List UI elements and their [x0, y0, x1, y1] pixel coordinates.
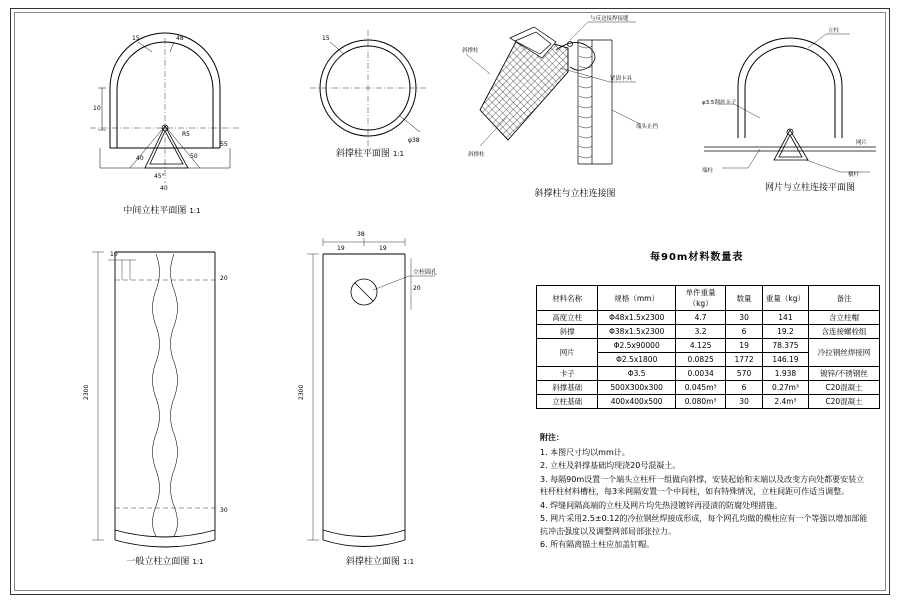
cell-unit: 4.7 [675, 311, 725, 325]
cell-spec: 500X300x300 [598, 381, 676, 395]
th-spec: 规格（mm） [598, 286, 676, 311]
table-row [537, 325, 880, 339]
svg-text:10: 10 [93, 105, 101, 112]
cell-weight: 2.4m³ [762, 395, 808, 409]
cell-spec: Φ3.5 [598, 367, 676, 381]
cell-spec: Φ48x1.5x2300 [598, 311, 676, 325]
notes-heading: 附注： [540, 433, 564, 442]
cell-unit: 0.080m³ [675, 395, 725, 409]
svg-text:40: 40 [160, 185, 168, 192]
cell-qty: 19 [726, 339, 763, 353]
cell-group-label: 网片 [537, 339, 598, 367]
svg-text:45°: 45° [154, 173, 165, 180]
cell-name: 斜撑 [537, 325, 598, 339]
svg-text:20: 20 [220, 275, 228, 282]
view-mesh-post-connection [700, 20, 880, 185]
svg-text:2300: 2300 [298, 384, 305, 400]
cell-weight: 1.938 [762, 367, 808, 381]
svg-text:2300: 2300 [83, 384, 90, 400]
view-brace-post-elevation [285, 230, 455, 560]
svg-text:φ38: φ38 [408, 137, 420, 144]
svg-text:立柱圆孔: 立柱圆孔 [413, 269, 438, 276]
svg-text:55: 55 [220, 141, 228, 148]
material-table [536, 285, 880, 409]
caption-brace-post-plan: 斜撑柱平面图 1:1 [335, 149, 405, 159]
view-brace-post-plan [300, 20, 440, 150]
cell-qty: 6 [726, 381, 763, 395]
notes-block [540, 432, 870, 553]
caption-brace-post-connection: 斜撑柱与立柱连接图 [534, 189, 616, 199]
cell-spec: Φ2.5x90000 [598, 339, 676, 353]
cell-note: C20混凝土 [809, 381, 880, 395]
svg-text:15: 15 [322, 35, 330, 42]
cell-name: 斜撑基础 [537, 381, 598, 395]
cell-qty: 570 [726, 367, 763, 381]
th-weight: 重量（kg） [762, 286, 808, 311]
th-unit-weight: 单件重量（kg） [675, 286, 725, 311]
svg-text:30: 30 [220, 507, 228, 514]
svg-text:50: 50 [190, 153, 198, 160]
note-item: 6. 所有隔离锚土柱应加盖钉帽。 [540, 540, 655, 549]
cell-unit: 3.2 [675, 325, 725, 339]
table-row [537, 381, 880, 395]
view-center-post-plan [70, 18, 260, 203]
svg-text:48: 48 [176, 35, 184, 42]
svg-text:φ3.5钢丝卡子: φ3.5钢丝卡子 [702, 100, 737, 106]
cell-note: 含连接螺栓组 [809, 325, 880, 339]
svg-text:立柱: 立柱 [828, 28, 840, 34]
svg-text:端头止挡: 端头止挡 [636, 124, 659, 130]
svg-text:19: 19 [337, 245, 345, 252]
svg-text:与反边接焊接缝: 与反边接焊接缝 [590, 16, 629, 22]
cell-note: C20混凝土 [809, 395, 880, 409]
table-row [537, 395, 880, 409]
cell-qty: 1772 [726, 353, 763, 367]
view-general-post-elevation [70, 240, 260, 560]
cell-name: 高度立柱 [537, 311, 598, 325]
note-item: 1. 本图尺寸均以mm计。 [540, 447, 630, 457]
cell-qty: 30 [726, 311, 763, 325]
table-row [537, 367, 880, 381]
caption-general-post-elevation: 一般立柱立面图 1:1 [126, 557, 204, 567]
cell-unit: 0.0034 [675, 367, 725, 381]
svg-text:斜撑柱: 斜撑柱 [468, 152, 485, 158]
cell-spec: Φ2.5x1800 [598, 353, 676, 367]
material-table-title: 每90m材料数量表 [650, 252, 744, 263]
table-row [537, 311, 880, 325]
svg-text:10: 10 [110, 251, 118, 258]
cell-note: 含立柱帽 [809, 311, 880, 325]
caption-brace-post-elevation: 斜撑柱立面图 1:1 [345, 557, 415, 567]
note-item: 5. 网片采用2.5±0.12的冷拉钢丝焊接成形成，每个网孔均做的模柱应有一个等强以增加部能抗冲击强度以及调整网部局部张拉力。 [540, 514, 868, 536]
cell-weight: 146.19 [762, 353, 808, 367]
cell-qty: 6 [726, 325, 763, 339]
svg-text:R5: R5 [182, 131, 190, 138]
table-row [537, 339, 880, 353]
svg-text:端柱: 端柱 [702, 168, 714, 174]
svg-text:38: 38 [357, 231, 365, 238]
table-header-row [537, 286, 880, 311]
note-item: 3. 每隔90m设置一个端头立柱杆一组做向斜撑，安装起始和末端以及改变方向处都要安装立柱杆柱材料槽柱，每3米网隔安置一个中间柱，如有特殊情况，立柱间距可作适当调整。 [540, 474, 865, 496]
view-brace-post-connection [460, 14, 690, 189]
cell-weight: 141 [762, 311, 808, 325]
caption-mesh-post-connection: 网片与立柱连接平面图 [764, 183, 855, 193]
cell-note: 冷拉钢丝焊接网 [809, 339, 880, 367]
svg-text:网片: 网片 [856, 140, 868, 146]
th-name: 材料名称 [537, 286, 598, 311]
caption-center-post-plan: 中间立柱平面图 1:1 [123, 206, 201, 216]
cell-weight: 0.27m³ [762, 381, 808, 395]
cell-spec: Φ38x1.5x2300 [598, 325, 676, 339]
svg-text:横杆: 横杆 [848, 172, 860, 178]
cell-weight: 19.2 [762, 325, 808, 339]
cell-note: 镀锌/不锈钢丝 [809, 367, 880, 381]
cell-unit: 0.045m³ [675, 381, 725, 395]
note-item: 2. 立柱及斜撑基础均现浇20号混凝土。 [540, 461, 681, 470]
th-note: 备注 [809, 286, 880, 311]
svg-text:斜撑柱: 斜撑柱 [462, 48, 479, 54]
th-qty: 数量 [726, 286, 763, 311]
cell-name: 卡子 [537, 367, 598, 381]
cell-unit: 0.0825 [675, 353, 725, 367]
svg-text:紧固卡具: 紧固卡具 [610, 76, 633, 82]
cell-name: 立柱基础 [537, 395, 598, 409]
svg-text:15: 15 [132, 35, 140, 42]
svg-text:19: 19 [379, 245, 387, 252]
cell-unit: 4.125 [675, 339, 725, 353]
svg-text:20: 20 [413, 285, 421, 292]
note-item: 4. 焊缝间隔高端的立柱及网片均先热浸镀锌再浸渍的防腐处理措施。 [540, 500, 783, 510]
cell-qty: 30 [726, 395, 763, 409]
svg-text:40: 40 [136, 155, 144, 162]
cell-spec: 400x400x500 [598, 395, 676, 409]
cell-weight: 78.375 [762, 339, 808, 353]
